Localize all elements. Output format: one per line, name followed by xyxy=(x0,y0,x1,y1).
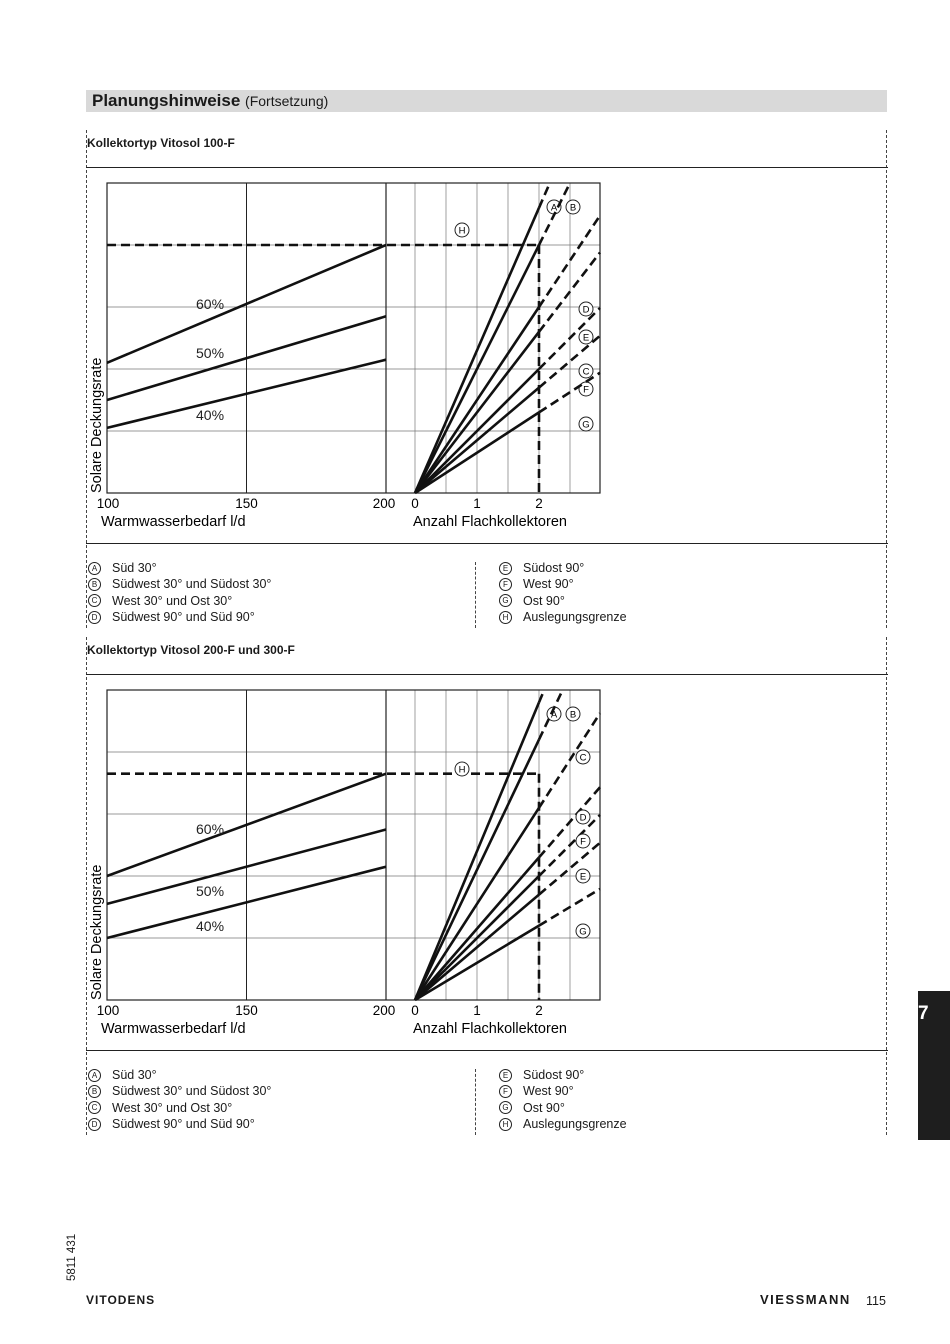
legend-divider xyxy=(475,1069,476,1135)
x-tick-label: 100 xyxy=(96,1003,120,1018)
badge-label-A: A xyxy=(550,202,558,214)
legend-col-left xyxy=(88,1067,271,1133)
legend-item xyxy=(88,609,271,625)
badge-label-D: D xyxy=(579,812,587,824)
x-tick-label: 0 xyxy=(411,496,419,511)
legend-text: West 30° und Ost 30° xyxy=(112,593,233,608)
page-title-main: Planungshinweise xyxy=(92,91,241,110)
legend-text: Süd 30° xyxy=(112,1068,157,1082)
legend-badge: F xyxy=(499,1085,512,1098)
x-axis-title-left: Warmwasserbedarf l/d xyxy=(101,514,246,530)
chart-vitosol-200f-300f xyxy=(86,675,626,1050)
legend-badge: E xyxy=(499,1069,512,1082)
legend-badge: A xyxy=(88,1069,101,1082)
legend-badge: D xyxy=(88,611,101,624)
section-rule-bottom-2 xyxy=(86,1050,888,1051)
legend-badge: H xyxy=(499,611,512,624)
badge-label-E: E xyxy=(582,332,590,344)
legend-badge: F xyxy=(499,578,512,591)
chapter-tab xyxy=(918,991,950,1140)
badge-label-F: F xyxy=(583,384,589,396)
x-tick-label: 2 xyxy=(535,1003,543,1018)
legend-text: Südost 90° xyxy=(523,1068,585,1082)
legend-badge: G xyxy=(499,594,512,607)
legend-item xyxy=(499,609,627,625)
legend-text: Südwest 30° und Südost 30° xyxy=(112,1084,272,1099)
legend-item xyxy=(499,576,627,592)
series-line-dashed-E xyxy=(539,843,600,895)
x-tick-label: 150 xyxy=(235,1003,258,1018)
series-line-dashed-C xyxy=(539,713,600,808)
page-title-sub: (Fortsetzung) xyxy=(245,93,329,109)
page-number: 115 xyxy=(866,1294,886,1308)
percent-label: 50% xyxy=(196,883,225,899)
legend-badge: D xyxy=(88,1118,101,1131)
legend-item xyxy=(499,1116,627,1132)
legend-text: Südwest 30° und Südost 30° xyxy=(112,577,272,592)
legend-item xyxy=(499,560,627,576)
page-title xyxy=(92,91,328,111)
legend-item xyxy=(88,1083,271,1099)
section-title-2: Kollektortyp Vitosol 200-F und 300-F xyxy=(87,643,295,657)
legend-text: West 90° xyxy=(523,1084,574,1099)
legend-item xyxy=(88,560,271,576)
badge-label-C: C xyxy=(579,752,587,764)
x-tick-label: 150 xyxy=(235,496,258,511)
plot-frame xyxy=(107,183,600,493)
legend-1 xyxy=(86,560,887,630)
percent-label: 40% xyxy=(196,407,225,423)
badge-label-B: B xyxy=(569,202,577,214)
series-line-dashed-A xyxy=(539,690,544,702)
section-rule-bottom-1 xyxy=(86,543,888,544)
legend-text: Ost 90° xyxy=(523,593,565,608)
percent-label: 60% xyxy=(196,821,225,837)
x-axis-title-right: Anzahl Flachkollektoren xyxy=(413,514,567,530)
legend-item xyxy=(88,576,271,592)
percent-label: 50% xyxy=(196,345,225,361)
document-number: 5811 431 xyxy=(66,1233,78,1281)
badge-label-C: C xyxy=(582,366,590,378)
series-line-dashed-B xyxy=(539,183,570,245)
legend-text: Süd 30° xyxy=(112,561,157,575)
legend-item xyxy=(499,593,627,609)
legend-text: Südwest 90° und Süd 90° xyxy=(112,1117,255,1132)
badge-label-E: E xyxy=(579,871,587,883)
legend-text: West 90° xyxy=(523,577,574,592)
legend-text: Südost 90° xyxy=(523,561,585,575)
section-title-1: Kollektortyp Vitosol 100-F xyxy=(87,136,235,150)
badge-label-H: H xyxy=(458,764,466,776)
x-axis-title-right: Anzahl Flachkollektoren xyxy=(413,1021,567,1037)
title-bar xyxy=(86,90,887,112)
legend-text: Auslegungsgrenze xyxy=(523,1117,627,1132)
legend-item xyxy=(88,1067,271,1083)
legend-text: Ost 90° xyxy=(523,1100,565,1115)
x-tick-label: 100 xyxy=(96,496,120,511)
y-axis-title: Solare Deckungsrate xyxy=(89,357,105,493)
percent-label: 60% xyxy=(196,296,225,312)
percent-label: 40% xyxy=(196,918,225,934)
legend-col-right xyxy=(499,560,627,626)
badge-label-A: A xyxy=(550,709,558,721)
legend-badge: B xyxy=(88,1085,101,1098)
legend-badge: H xyxy=(499,1118,512,1131)
legend-divider xyxy=(475,562,476,628)
chart-vitosol-100f xyxy=(86,168,626,543)
badge-label-H: H xyxy=(458,225,466,237)
x-tick-label: 1 xyxy=(473,1003,481,1018)
badge-label-G: G xyxy=(582,419,590,431)
legend-text: Auslegungsgrenze xyxy=(523,610,627,625)
badge-label-B: B xyxy=(569,709,577,721)
legend-badge: E xyxy=(499,562,512,575)
x-tick-label: 0 xyxy=(411,1003,419,1018)
legend-text: Südwest 90° und Süd 90° xyxy=(112,610,255,625)
legend-badge: B xyxy=(88,578,101,591)
legend-2 xyxy=(86,1067,887,1137)
chapter-tab-label: 7 xyxy=(918,1003,929,1024)
x-tick-label: 2 xyxy=(535,496,543,511)
badge-label-D: D xyxy=(582,304,590,316)
badge-label-F: F xyxy=(580,836,586,848)
x-tick-label: 1 xyxy=(473,496,481,511)
frame-right-dashed-border xyxy=(886,130,887,628)
legend-item xyxy=(88,1116,271,1132)
legend-item xyxy=(88,593,271,609)
x-axis-title-left: Warmwasserbedarf l/d xyxy=(101,1021,246,1037)
legend-text: West 30° und Ost 30° xyxy=(112,1100,233,1115)
legend-item xyxy=(88,1100,271,1116)
legend-col-right xyxy=(499,1067,627,1133)
legend-badge: C xyxy=(88,1101,101,1114)
frame-right-dashed-border xyxy=(886,637,887,1135)
product-name: VITODENS xyxy=(86,1293,156,1307)
brand-logo: VIESSMANN xyxy=(760,1292,851,1307)
legend-item xyxy=(499,1083,627,1099)
legend-badge: C xyxy=(88,594,101,607)
badge-label-G: G xyxy=(579,926,587,938)
legend-item xyxy=(499,1100,627,1116)
x-tick-label: 200 xyxy=(372,496,396,511)
series-line-dashed-G xyxy=(539,889,600,926)
legend-badge: A xyxy=(88,562,101,575)
x-tick-label: 200 xyxy=(372,1003,396,1018)
legend-item xyxy=(499,1067,627,1083)
y-axis-title: Solare Deckungsrate xyxy=(89,864,105,1000)
legend-col-left xyxy=(88,560,271,626)
legend-badge: G xyxy=(499,1101,512,1114)
